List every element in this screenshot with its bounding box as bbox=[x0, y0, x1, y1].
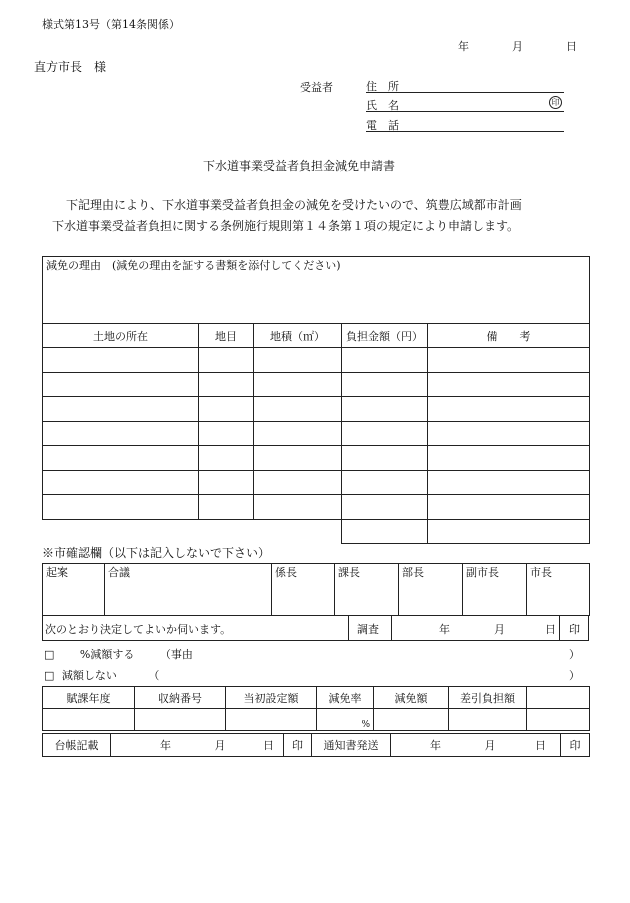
cell[interactable] bbox=[428, 495, 590, 520]
cell[interactable] bbox=[254, 470, 342, 495]
header-location: 土地の所在 bbox=[43, 324, 199, 348]
approval-chief[interactable]: 係長 bbox=[272, 564, 335, 616]
name-label: 氏 名 bbox=[366, 99, 399, 112]
option-reduce-reason: （事由 bbox=[159, 648, 193, 661]
cell[interactable] bbox=[428, 470, 590, 495]
cell[interactable] bbox=[342, 397, 428, 422]
cell[interactable] bbox=[226, 709, 317, 731]
confirm-heading: ※市確認欄（以下は記入しないで下さい） bbox=[42, 546, 271, 560]
document-title: 下水道事業受益者負担金減免申請書 bbox=[203, 159, 396, 173]
survey-seal: 印 bbox=[569, 623, 580, 636]
seal-mark: 印 bbox=[549, 96, 562, 109]
notice-seal[interactable]: 印 bbox=[561, 734, 590, 757]
applicant-label: 受益者 bbox=[300, 81, 333, 94]
table-row bbox=[43, 348, 590, 373]
cell[interactable] bbox=[254, 421, 342, 446]
ledger-seal[interactable]: 印 bbox=[284, 734, 312, 757]
approval-section-manager[interactable]: 課長 bbox=[335, 564, 399, 616]
header-receipt-number: 収納番号 bbox=[135, 687, 226, 709]
survey-month: 月 bbox=[494, 623, 505, 636]
cell[interactable] bbox=[43, 709, 135, 731]
cell[interactable] bbox=[428, 348, 590, 373]
option-no-reduce-label: 減額しない bbox=[61, 669, 117, 682]
date-day-label: 日 bbox=[566, 40, 577, 53]
header-reduction-amount: 減免額 bbox=[374, 687, 449, 709]
table-row bbox=[43, 470, 590, 495]
ledger-date[interactable] bbox=[111, 734, 284, 757]
reduction-rate-cell[interactable] bbox=[317, 709, 374, 731]
table-row bbox=[43, 495, 590, 520]
cell[interactable] bbox=[254, 495, 342, 520]
name-field[interactable] bbox=[366, 97, 564, 112]
decision-row bbox=[42, 615, 589, 641]
notice-date[interactable] bbox=[391, 734, 561, 757]
table-row bbox=[43, 372, 590, 397]
cell[interactable] bbox=[199, 495, 254, 520]
notice-day: 日 bbox=[535, 739, 546, 752]
notice-year: 年 bbox=[430, 739, 441, 752]
checkbox-no-reduce[interactable]: □ bbox=[44, 669, 55, 682]
phone-field[interactable] bbox=[366, 117, 564, 132]
date-year-label: 年 bbox=[458, 40, 469, 53]
cell[interactable] bbox=[199, 470, 254, 495]
cell[interactable] bbox=[254, 397, 342, 422]
form-number: 様式第13号（第14条関係） bbox=[42, 18, 180, 31]
calc-table bbox=[42, 686, 590, 731]
cell[interactable] bbox=[527, 709, 590, 731]
cell[interactable] bbox=[43, 421, 199, 446]
date-month-label: 月 bbox=[512, 40, 523, 53]
approval-draft[interactable]: 起案 bbox=[43, 564, 105, 616]
percent-sign: % bbox=[361, 720, 370, 730]
cell[interactable] bbox=[254, 348, 342, 373]
cell[interactable] bbox=[135, 709, 226, 731]
address-label: 住 所 bbox=[366, 80, 399, 93]
header-reduction-rate: 減免率 bbox=[317, 687, 374, 709]
cell[interactable] bbox=[199, 372, 254, 397]
checkbox-reduce[interactable]: □ bbox=[44, 648, 55, 661]
intro-line-2: 下水道事業受益者負担に関する条例施行規則第１４条第１項の規定により申請します。 bbox=[52, 219, 520, 233]
cell[interactable] bbox=[43, 495, 199, 520]
cell[interactable] bbox=[254, 372, 342, 397]
survey-label: 調査 bbox=[357, 623, 379, 636]
cell[interactable] bbox=[428, 421, 590, 446]
option-reduce-label: %減額する bbox=[79, 648, 135, 661]
approval-deputy-mayor[interactable]: 副市長 bbox=[463, 564, 527, 616]
table-row bbox=[43, 397, 590, 422]
table-row bbox=[43, 421, 590, 446]
header-initial-amount: 当初設定額 bbox=[226, 687, 317, 709]
cell[interactable] bbox=[428, 397, 590, 422]
cell[interactable] bbox=[428, 446, 590, 471]
cell[interactable] bbox=[342, 446, 428, 471]
land-table bbox=[42, 256, 590, 544]
close-paren-2: ） bbox=[569, 669, 580, 682]
total-row bbox=[43, 519, 590, 543]
reason-label: 減免の理由 (減免の理由を証する書類を添付してください) bbox=[46, 259, 341, 272]
cell[interactable] bbox=[43, 470, 199, 495]
ledger-table bbox=[42, 733, 590, 757]
header-net-amount: 差引負担額 bbox=[449, 687, 527, 709]
cell[interactable] bbox=[374, 709, 449, 731]
cell[interactable] bbox=[199, 397, 254, 422]
cell[interactable] bbox=[199, 348, 254, 373]
total-remarks-cell[interactable] bbox=[428, 519, 590, 543]
cell[interactable] bbox=[342, 421, 428, 446]
decision-text: 次のとおり決定してよいか伺います。 bbox=[45, 623, 232, 636]
header-remarks: 備 考 bbox=[428, 324, 590, 348]
option-no-reduce[interactable] bbox=[44, 667, 159, 683]
cell[interactable] bbox=[342, 495, 428, 520]
ledger-year: 年 bbox=[160, 739, 171, 752]
cell[interactable] bbox=[43, 397, 199, 422]
phone-label: 電 話 bbox=[366, 119, 399, 132]
header-blank bbox=[527, 687, 590, 709]
total-amount-cell[interactable] bbox=[342, 519, 428, 543]
header-area: 地積（㎡） bbox=[254, 324, 342, 348]
cell[interactable] bbox=[199, 421, 254, 446]
close-paren-1: ） bbox=[569, 648, 580, 661]
cell[interactable] bbox=[254, 446, 342, 471]
cell[interactable] bbox=[43, 372, 199, 397]
header-tax-year: 賦課年度 bbox=[43, 687, 135, 709]
cell[interactable] bbox=[428, 372, 590, 397]
addressee: 直方市長 様 bbox=[34, 60, 107, 74]
cell[interactable] bbox=[342, 372, 428, 397]
open-paren-2: （ bbox=[148, 669, 160, 682]
approval-table bbox=[42, 563, 590, 616]
header-amount: 負担金額（円） bbox=[342, 324, 428, 348]
address-field[interactable] bbox=[366, 78, 564, 93]
cell[interactable] bbox=[449, 709, 527, 731]
cell[interactable] bbox=[43, 348, 199, 373]
survey-group bbox=[348, 615, 589, 640]
table-row bbox=[43, 446, 590, 471]
survey-day: 日 bbox=[545, 623, 556, 636]
approval-consultation[interactable]: 合議 bbox=[105, 564, 272, 616]
notice-month: 月 bbox=[484, 739, 496, 752]
ledger-month: 月 bbox=[214, 739, 226, 752]
intro-line-1: 下記理由により、下水道事業受益者負担金の減免を受けたいので、筑豊広域都市計画 bbox=[66, 198, 522, 212]
cell[interactable] bbox=[43, 446, 199, 471]
notice-label: 通知書発送 bbox=[312, 734, 391, 757]
header-land-category: 地目 bbox=[199, 324, 254, 348]
cell[interactable] bbox=[342, 470, 428, 495]
survey-year: 年 bbox=[439, 623, 450, 636]
ledger-day: 日 bbox=[263, 739, 274, 752]
cell[interactable] bbox=[199, 446, 254, 471]
approval-mayor[interactable]: 市長 bbox=[527, 564, 590, 616]
cell[interactable] bbox=[342, 348, 428, 373]
reason-cell[interactable] bbox=[43, 257, 590, 324]
option-reduce[interactable] bbox=[44, 646, 193, 662]
ledger-label: 台帳記載 bbox=[43, 734, 111, 757]
approval-department-head[interactable]: 部長 bbox=[399, 564, 463, 616]
